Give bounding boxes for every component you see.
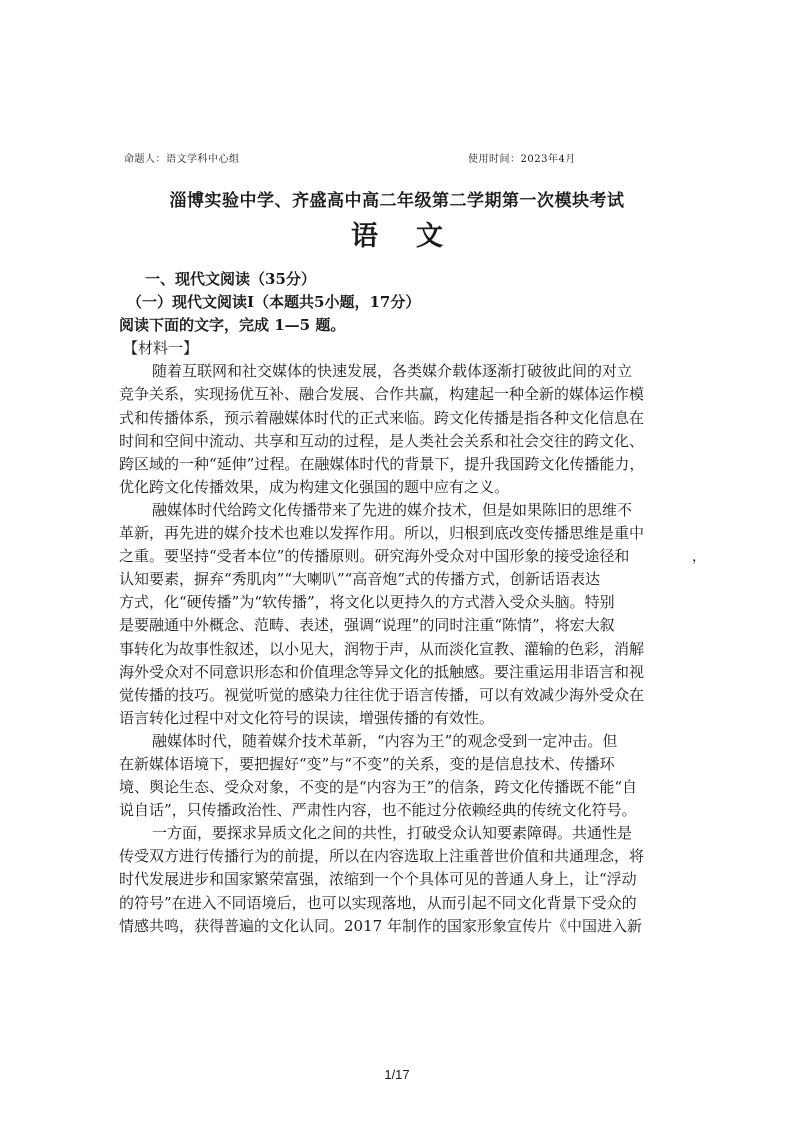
paragraph-3 <box>119 730 685 822</box>
paragraph-line: 传受双方进行传播行为的前提，所以在内容选取上注重普世价值和共通理念，将 <box>119 847 645 866</box>
paragraph-line: 之重。要坚持“受者本位”的传播原则。研究海外受众对中国形象的接受途径和 <box>119 547 630 566</box>
paragraph-line: 事转化为故事性叙述，以小见大，润物于声，从而淡化宣教、灌输的色彩，消解 <box>119 639 645 658</box>
paragraph-line: 在新媒体语境下，要把握好“变”与“不变”的关系，变的是信息技术、传播环 <box>119 754 615 773</box>
paragraph-line: 海外受众对不同意识形态和价值理念等异文化的抵触感。要注重运用非语言和视 <box>119 662 645 681</box>
paragraph-line: 随着互联网和社交媒体的快速发展，各类媒介载体逐渐打破彼此间的对立 <box>152 362 633 381</box>
paragraph-line: 竞争关系，实现扬优互补、融合发展、合作共赢，构建起一种全新的媒体运作模 <box>119 385 645 404</box>
usage-date: 使用时间：2023年4月 <box>468 154 576 165</box>
paragraph-line: 说自话”，只传播政治性、严肃性内容，也不能过分依赖经典的传统文化符号。 <box>119 801 637 820</box>
subject-title: 语文 <box>351 221 481 252</box>
question-setter: 命题人：语文学科中心组 <box>124 154 240 165</box>
paragraph-line: 境、舆论生态、受众对象，不变的是“内容为王”的信条，跨文化传播既不能“自 <box>119 778 638 797</box>
paragraph-line: 语言转化过程中对文化符号的误读，增强传播的有效性。 <box>119 708 495 727</box>
paragraph-line: 觉传播的技巧。视觉听觉的感染力往往优于语言传播，可以有效减少海外受众在 <box>119 685 645 704</box>
paragraph-2 <box>119 499 685 730</box>
paragraph-line: 时代发展进步和国家繁荣富强，浓缩到一个个具体可见的普通人身上，让“浮动 <box>119 870 637 889</box>
subsection-heading: （一）现代文阅读Ⅰ（本题共5小题，17分） <box>127 293 421 312</box>
exam-title: 淄博实验中学、齐盛高中高二年级第二学期第一次模块考试 <box>169 191 625 211</box>
paragraph-line: 式和传播体系，预示着融媒体时代的正式来临。跨文化传播是指各种文化信息在 <box>119 408 645 427</box>
exam-content <box>119 268 685 938</box>
paragraph-line: 时间和空间中流动、共享和互动的过程，是人类社会关系和社会交往的跨文化、 <box>119 431 645 450</box>
paragraph-4 <box>119 822 685 937</box>
paragraph-1 <box>119 360 685 499</box>
paragraph-line: 情感共鸣，获得普遍的文化认同。2017 年制作的国家形象宣传片《中国进入新 <box>119 916 642 935</box>
paragraph-line: 优化跨文化传播效果，成为构建文化强国的题中应有之义。 <box>119 477 510 496</box>
material-label: 【材料一】 <box>123 339 199 358</box>
paragraph-line: 革新，再先进的媒介技术也难以发挥作用。所以，归根到底改变传播思维是重中 <box>119 524 645 543</box>
page-number: 1/17 <box>384 1067 410 1082</box>
reading-instruction: 阅读下面的文字，完成 1—5 题。 <box>119 316 346 335</box>
paragraph-line: 一方面，要探求异质文化之间的共性，打破受众认知要素障碍。共通性是 <box>152 824 633 843</box>
paragraph-line: 认知要素，摒弃“秀肌肉”“大喇叭”“高音炮”式的传播方式，创新话语表达 <box>119 570 601 589</box>
margin-mark: ， <box>692 549 706 565</box>
paragraph-line: 融媒体时代给跨文化传播带来了先进的媒介技术，但是如果陈旧的思维不 <box>152 500 633 519</box>
paragraph-line: 跨区域的一种“延伸”过程。在融媒体时代的背景下，提升我国跨文化传播能力， <box>119 454 645 473</box>
paragraph-line: 的符号”在进入不同语境后，也可以实现落地，从而引起不同文化背景下受众的 <box>119 893 637 912</box>
section-heading: 一、现代文阅读（35分） <box>145 270 316 288</box>
paragraph-line: 是要融通中外概念、范畴、表述，强调“说理”的同时注重“陈情”，将宏大叙 <box>119 616 615 635</box>
paragraph-line: 融媒体时代，随着媒介技术革新，“内容为王”的观念受到一定冲击。但 <box>152 731 618 750</box>
paragraph-line: 方式，化“硬传播”为“软传播”，将文化以更持久的方式潜入受众头脑。特别 <box>119 593 615 612</box>
